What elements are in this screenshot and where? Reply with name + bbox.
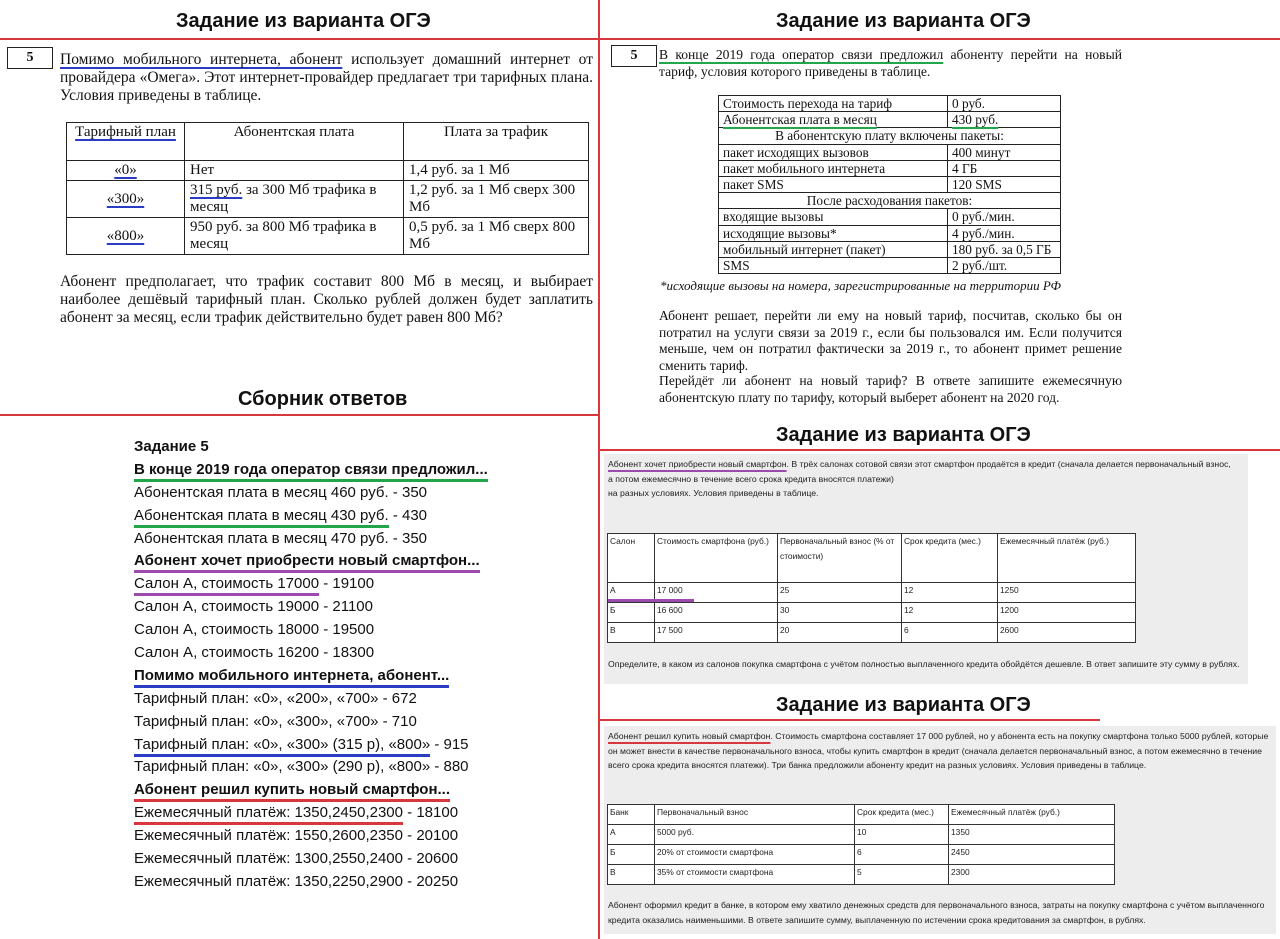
header-fee: Абонентская плата	[185, 123, 404, 161]
answer-highlight: В конце 2019 года оператор связи предложил...	[134, 460, 488, 482]
table-header-row: Банк Первоначальный взнос Срок кредита (мес.) Ежемесячный платёж (руб.)	[608, 805, 1115, 825]
task2-para1: Абонент решает, перейти ли ему на новый тариф, посчитав, сколько бы он потратил на услуги связи за 2019 г., если бы пользовался им. Если получится меньше, чем он потратил фактически за 2019 г., то абонент примет решение сменить тариф.	[659, 308, 1122, 374]
table-row: А 17 000 25 12 1250	[608, 583, 1136, 603]
table-row	[67, 181, 589, 218]
title-mid-right: Задание из варианта ОГЭ	[776, 424, 1031, 446]
answer-highlight: Абонентская плата в месяц 430 руб.	[134, 506, 389, 528]
task3-row-highlight	[608, 599, 694, 602]
table-row: входящие вызовы 0 руб./мин.	[719, 209, 1061, 225]
table-row: В 17 500 20 6 2600	[608, 623, 1136, 643]
task3-scan	[604, 454, 1248, 684]
table-row	[67, 218, 589, 255]
answer-heading	[134, 665, 488, 688]
task2-intro-underlined: В конце 2019 года оператор связи предложил	[659, 47, 944, 62]
table-section-row: В абонентскую плату включены пакеты:	[719, 128, 1061, 144]
answer-line	[134, 505, 488, 528]
table-section-row: После расходования пакетов:	[719, 193, 1061, 209]
answer-highlight: Ежемесячный платёж: 1350,2450,2300	[134, 803, 403, 825]
header-traffic: Плата за трафик	[404, 123, 589, 161]
fee-cell: 950 руб. за 800 Мб трафика в месяц	[185, 218, 404, 255]
task4-intro: Абонент решил купить новый смартфон. Стоимость смартфона составляет 17 000 рублей, но у абонента есть на покупку смартфона только 5000 рублей, которые он может внести в качестве первоначального взноса, чтобы купить смартфон в кредит (сначала делается первоначальный взнос, а потом ежемесячно в течение всего срока кредита вносятся платежи). Три банка предложили абоненту кредит на разных условиях. Условия приведены в таблице.	[608, 731, 1269, 770]
table-row: пакет исходящих вызовов 400 минут	[719, 144, 1061, 160]
task4-scan	[604, 726, 1276, 934]
answer-highlight: Тарифный план: «0», «300» (315 р), «800»	[134, 735, 430, 757]
task1-number: 5	[7, 47, 53, 69]
vertical-divider	[598, 0, 600, 939]
task3-table	[607, 533, 1136, 643]
task3-line2: а потом ежемесячно в течение всего срока кредита вносятся платежи)	[608, 473, 894, 484]
title-answers: Сборник ответов	[238, 388, 408, 410]
task1-table	[66, 122, 589, 255]
task4-intro-underlined: Абонент решил купить новый смартфон	[608, 731, 771, 741]
table-row: исходящие вызовы* 4 руб./мин.	[719, 225, 1061, 241]
table-row: SMS 2 руб./шт.	[719, 258, 1061, 274]
table-row: мобильный интернет (пакет) 180 руб. за 0,5 ГБ	[719, 241, 1061, 257]
answer-line: Тарифный план: «0», «300», «700» - 710	[134, 712, 417, 730]
task1-intro	[60, 51, 593, 105]
answer-line: Ежемесячный платёж: 1300,2550,2400 - 20600	[134, 850, 459, 868]
task4-question: Абонент оформил кредит в банке, в котором ему хватило денежных средств для первоначального взноса, затраты на покупку смартфона с учётом выплаченного кредита оказались наименьшими. В ответе запишите сумму, выплаченную по истечении срока кредитования за смартфон, в рублях.	[608, 900, 1265, 925]
answer-heading	[134, 459, 488, 482]
top-right-title-bar	[600, 38, 1280, 40]
title-bottom-right: Задание из варианта ОГЭ	[776, 694, 1031, 716]
task1-intro-rest: использует домашний интернет от провайдера «Омега». Этот интернет-провайдер предлагает три тарифных плана. Условия приведены в таблице.	[60, 51, 593, 104]
answer-line: Ежемесячный платёж: 1350,2250,2900 - 20250	[134, 872, 459, 890]
task2-footnote: *исходящие вызовы на номера, зарегистрированные на территории РФ	[660, 278, 1061, 293]
table-header-row	[67, 123, 589, 161]
answer-highlight: Абонент хочет приобрести новый смартфон...	[134, 551, 480, 573]
table-row: Стоимость перехода на тариф 0 руб.	[719, 96, 1061, 112]
plan-cell: «800»	[67, 218, 185, 255]
task1-intro-underlined: Помимо мобильного интернета, абонент	[60, 51, 343, 68]
answer-line: Салон А, стоимость 19000 - 21100	[134, 598, 373, 616]
answer-line	[134, 573, 488, 596]
table-row: Б 20% от стоимости смартфона 6 2450	[608, 845, 1115, 865]
answer-rest: - 915	[430, 735, 469, 753]
right-middle-divider	[600, 449, 1280, 451]
answer-line: Ежемесячный платёж: 1550,2600,2350 - 20100	[134, 827, 459, 845]
answer-line: Тарифный план: «0», «200», «700» - 672	[134, 689, 417, 707]
answer-heading	[134, 550, 488, 573]
title-top-right: Задание из варианта ОГЭ	[776, 10, 1031, 32]
header-plan: Тарифный план	[67, 123, 185, 161]
traffic-cell: 1,4 руб. за 1 Мб	[404, 161, 589, 181]
table-row: пакет SMS 120 SMS	[719, 177, 1061, 193]
task3-intro-underlined: Абонент хочет приобрести новый смартфон	[608, 459, 787, 469]
table-header-row: Салон Стоимость смартфона (руб.) Первоначальный взнос (% от стоимости) Срок кредита (мес.) Ежемесячный платёж (руб.)	[608, 534, 1136, 583]
task3-question: Определите, в каком из салонов покупка смартфона с учётом полностью выплаченного кредита обойдётся дешевле. В ответ запишите эту сумму в рублях.	[608, 659, 1240, 669]
answer-highlight: Салон А, стоимость 17000	[134, 574, 319, 596]
top-left-title-bar	[0, 38, 598, 40]
title-top-left: Задание из варианта ОГЭ	[176, 10, 431, 32]
table-row: А 5000 руб. 10 1350	[608, 825, 1115, 845]
plan-cell: «300»	[67, 181, 185, 218]
traffic-cell: 1,2 руб. за 1 Мб сверх 300 Мб	[404, 181, 589, 218]
answer-line	[134, 734, 488, 757]
table-row: В 35% от стоимости смартфона 5 2300	[608, 865, 1115, 885]
answer-heading	[134, 779, 488, 802]
answer-line: Салон А, стоимость 18000 - 19500	[134, 621, 375, 639]
task2-intro	[659, 47, 1122, 80]
task4-table	[607, 804, 1115, 885]
answer-line: Абонентская плата в месяц 470 руб. - 350	[134, 529, 427, 547]
answer-line: Абонентская плата в месяц 460 руб. - 350	[134, 483, 427, 501]
right-lower-divider	[600, 719, 1100, 721]
table-row: пакет мобильного интернета 4 ГБ	[719, 160, 1061, 176]
task2-para2: Перейдёт ли абонент на новый тариф? В ответе запишите ежемесячную абонентскую плату по тарифу, который выберет абонент на 2020 год.	[659, 373, 1122, 405]
task2-table	[718, 95, 1061, 274]
task2-number: 5	[611, 45, 657, 67]
answer-rest: - 19100	[319, 575, 375, 593]
task3-intro: Абонент хочет приобрести новый смартфон. В трёх салонах сотовой связи этот смартфон продаётся в кредит (сначала делается первоначальный взнос,	[608, 459, 1231, 469]
traffic-cell: 0,5 руб. за 1 Мб сверх 800 Мб	[404, 218, 589, 255]
answer-line: Салон А, стоимость 16200 - 18300	[134, 644, 375, 662]
table-row: Б 16 600 30 12 1200	[608, 603, 1136, 623]
answers-list	[134, 436, 488, 894]
answer-line	[134, 802, 488, 825]
answer-highlight: Абонент решил купить новый смартфон...	[134, 780, 450, 802]
task1-question: Абонент предполагает, что трафик составит 800 Мб в месяц, и выбирает наиболее дешёвый тарифный план. Сколько рублей должен будет заплатить абонент за месяц, если трафик действительно будет равен 800 Мб?	[60, 273, 593, 326]
answer-heading: Задание 5	[134, 438, 209, 455]
table-row	[67, 161, 589, 181]
left-middle-divider	[0, 414, 598, 416]
fee-cell: 315 руб. за 300 Мб трафика в месяц	[185, 181, 404, 218]
answer-rest: - 18100	[403, 804, 459, 822]
answer-line: Тарифный план: «0», «300» (290 р), «800» - 880	[134, 758, 469, 776]
answer-highlight: Помимо мобильного интернета, абонент...	[134, 666, 449, 688]
task2-intro-rest: абоненту перейти на новый тариф, условия которого приведены в таблице.	[659, 47, 1122, 79]
plan-cell: «0»	[67, 161, 185, 181]
answer-rest: - 430	[388, 506, 428, 524]
fee-cell: Нет	[185, 161, 404, 181]
task3-line3: на разных условиях. Условия приведены в таблице.	[608, 488, 819, 498]
table-row: Абонентская плата в месяц 430 руб.	[719, 112, 1061, 128]
